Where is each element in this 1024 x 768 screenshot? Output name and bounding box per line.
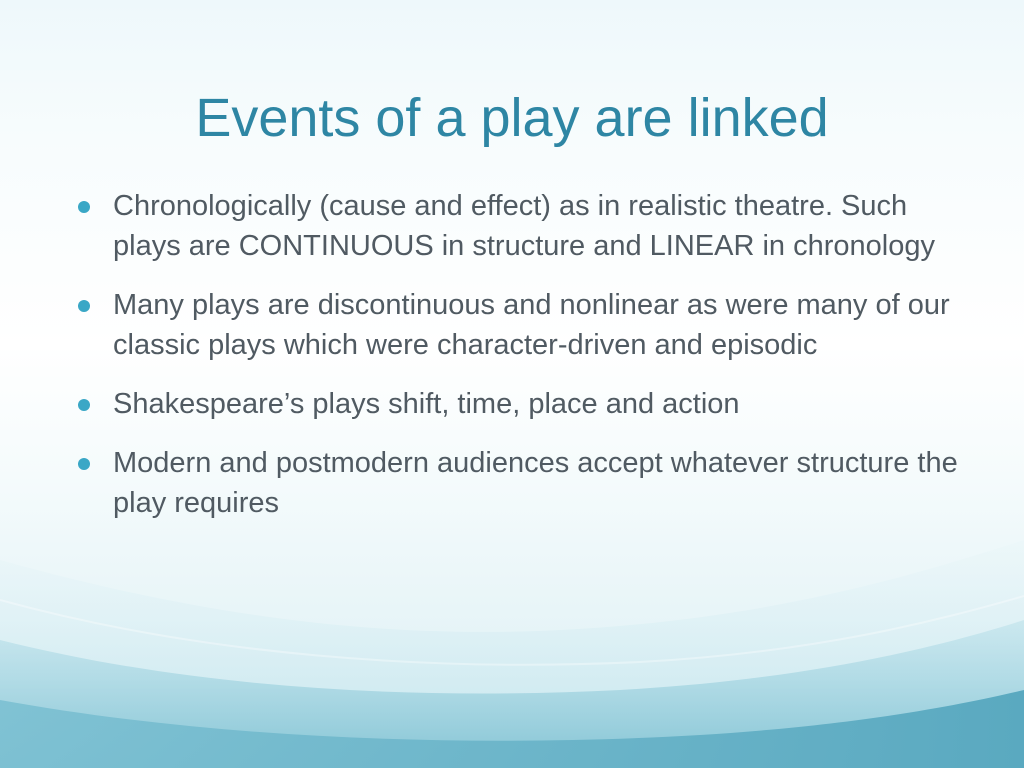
bullet-item: [78, 443, 958, 523]
bullet-text: Many plays are discontinuous and nonlinear as were many of our classic plays which were character-driven and episodic: [113, 289, 950, 361]
bullet-text: Chronologically (cause and effect) as in realistic theatre. Such plays are CONTINUOUS in structure and LINEAR in chronology: [113, 190, 935, 262]
bullet-list: [78, 186, 958, 542]
bullet-item: [78, 285, 958, 365]
bullet-text: Modern and postmodern audiences accept whatever structure the play requires: [113, 447, 958, 519]
bullet-item: [78, 384, 958, 424]
bullet-text: Shakespeare’s plays shift, time, place and action: [113, 388, 740, 420]
bullet-dot-icon: [78, 201, 90, 213]
bullet-dot-icon: [78, 300, 90, 312]
bullet-item: [78, 186, 958, 266]
bullet-dot-icon: [78, 458, 90, 470]
bullet-dot-icon: [78, 399, 90, 411]
slide-title: Events of a play are linked: [195, 88, 829, 148]
